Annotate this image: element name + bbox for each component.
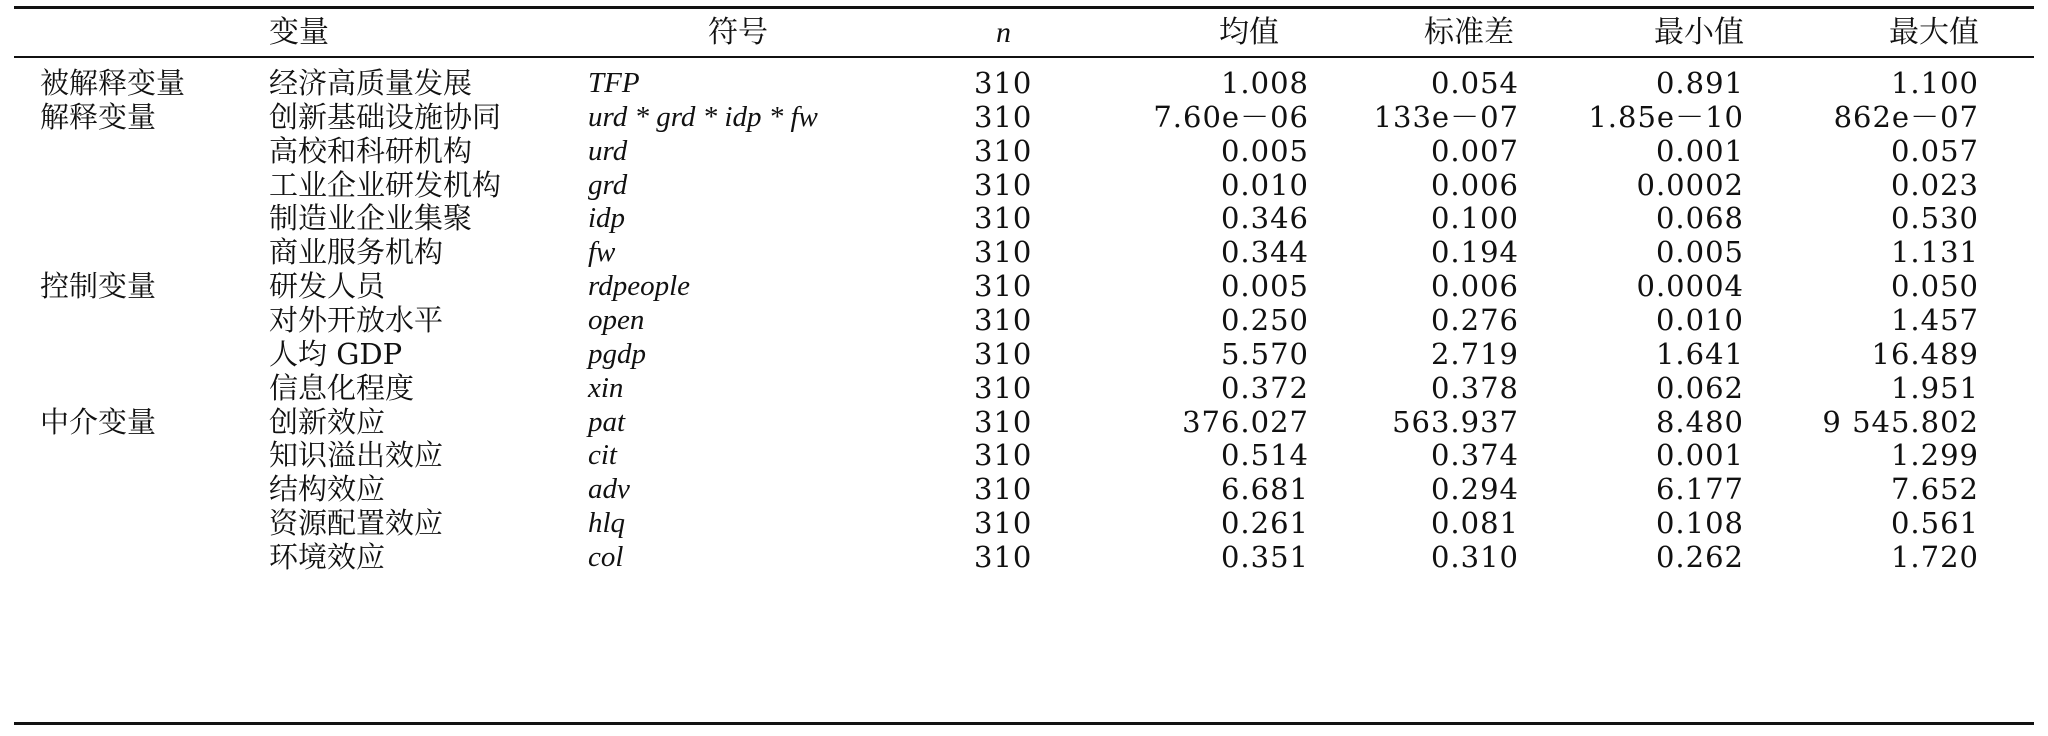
header-symbol: 符号 bbox=[708, 15, 768, 50]
header-max: 最大值 bbox=[1889, 15, 1979, 50]
max-value: 1.457 bbox=[1890, 302, 1979, 337]
variable-name: 创新基础设施协同 bbox=[269, 99, 502, 134]
mean-value: 0.005 bbox=[1220, 133, 1309, 168]
mean-value: 0.250 bbox=[1220, 302, 1309, 337]
symbol: adv bbox=[588, 473, 630, 506]
header-n: n bbox=[996, 16, 1011, 49]
n-value: 310 bbox=[974, 66, 1033, 100]
header-sd: 标准差 bbox=[1424, 15, 1514, 50]
min-value: 0.005 bbox=[1655, 235, 1744, 270]
min-value: 1.641 bbox=[1655, 336, 1744, 371]
min-value: 0.262 bbox=[1655, 539, 1744, 574]
header-variable: 变量 bbox=[269, 15, 329, 50]
n-value: 310 bbox=[974, 370, 1033, 405]
variable-name: 高校和科研机构 bbox=[269, 133, 473, 168]
max-value: 0.023 bbox=[1890, 167, 1979, 202]
n-value: 310 bbox=[974, 336, 1033, 371]
symbol: open bbox=[588, 303, 645, 336]
sd-value: 0.374 bbox=[1430, 438, 1519, 473]
n-value: 310 bbox=[974, 438, 1033, 473]
min-value: 1.85e－10 bbox=[1588, 99, 1744, 134]
max-value: 1.720 bbox=[1890, 539, 1979, 574]
variable-name: 工业企业研发机构 bbox=[269, 167, 502, 202]
n-value: 310 bbox=[974, 302, 1033, 337]
n-value: 310 bbox=[974, 99, 1033, 134]
n-value: 310 bbox=[974, 539, 1033, 574]
variable-name: 对外开放水平 bbox=[269, 302, 444, 337]
max-value: 0.561 bbox=[1890, 506, 1979, 541]
sd-value: 0.378 bbox=[1430, 370, 1519, 405]
n-value: 310 bbox=[974, 269, 1033, 304]
max-value: 16.489 bbox=[1871, 336, 1979, 371]
mean-value: 5.570 bbox=[1220, 336, 1309, 371]
variable-name: 知识溢出效应 bbox=[269, 438, 444, 473]
group-label: 被解释变量 bbox=[40, 66, 186, 100]
mean-value: 0.372 bbox=[1220, 370, 1309, 405]
mean-value: 0.010 bbox=[1220, 167, 1309, 202]
max-value: 1.951 bbox=[1890, 370, 1979, 405]
mean-value: 0.005 bbox=[1220, 269, 1309, 304]
mean-value: 0.344 bbox=[1220, 235, 1309, 270]
group-label: 中介变量 bbox=[40, 404, 157, 439]
group-label: 解释变量 bbox=[40, 99, 157, 134]
sd-value: 0.006 bbox=[1430, 269, 1519, 304]
min-value: 8.480 bbox=[1655, 404, 1744, 439]
min-value: 0.001 bbox=[1655, 133, 1744, 168]
table-header bbox=[14, 9, 2034, 53]
variable-name: 资源配置效应 bbox=[269, 506, 444, 541]
min-value: 0.010 bbox=[1655, 302, 1744, 337]
variable-name: 人均 GDP bbox=[269, 336, 403, 371]
max-value: 0.530 bbox=[1890, 201, 1979, 236]
symbol: cit bbox=[588, 439, 617, 472]
max-value: 1.299 bbox=[1890, 438, 1979, 473]
variable-name: 研发人员 bbox=[269, 269, 386, 304]
table-row bbox=[14, 535, 2034, 579]
variable-name: 结构效应 bbox=[269, 472, 386, 507]
variable-name: 制造业企业集聚 bbox=[269, 201, 473, 236]
max-value: 9 545.802 bbox=[1822, 404, 1979, 439]
sd-value: 2.719 bbox=[1430, 336, 1519, 371]
min-value: 0.0002 bbox=[1636, 167, 1744, 202]
symbol: TFP bbox=[588, 67, 640, 99]
header-min: 最小值 bbox=[1654, 15, 1744, 50]
sd-value: 0.294 bbox=[1430, 472, 1519, 507]
sd-value: 0.054 bbox=[1430, 66, 1519, 100]
n-value: 310 bbox=[974, 404, 1033, 439]
sd-value: 563.937 bbox=[1392, 404, 1519, 439]
group-label: 控制变量 bbox=[40, 269, 157, 304]
variable-name: 经济高质量发展 bbox=[269, 66, 473, 100]
bottom-rule bbox=[14, 722, 2034, 725]
n-value: 310 bbox=[974, 472, 1033, 507]
sd-value: 0.194 bbox=[1430, 235, 1519, 270]
variable-name: 环境效应 bbox=[269, 539, 386, 574]
max-value: 7.652 bbox=[1890, 472, 1979, 507]
sd-value: 0.006 bbox=[1430, 167, 1519, 202]
sd-value: 0.100 bbox=[1430, 201, 1519, 236]
header-mean: 均值 bbox=[1219, 15, 1279, 50]
max-value: 0.057 bbox=[1890, 133, 1979, 168]
min-value: 0.001 bbox=[1655, 438, 1744, 473]
header-rule bbox=[14, 56, 2034, 58]
symbol: xin bbox=[588, 371, 624, 404]
n-value: 310 bbox=[974, 235, 1033, 270]
sd-value: 0.310 bbox=[1430, 539, 1519, 574]
symbol: pgdp bbox=[588, 337, 646, 370]
symbol: idp bbox=[588, 202, 626, 235]
mean-value: 0.346 bbox=[1220, 201, 1309, 236]
min-value: 6.177 bbox=[1655, 472, 1744, 507]
mean-value: 376.027 bbox=[1182, 404, 1309, 439]
min-value: 0.068 bbox=[1655, 201, 1744, 236]
variable-name: 创新效应 bbox=[269, 404, 386, 439]
min-value: 0.891 bbox=[1655, 66, 1744, 100]
mean-value: 7.60e－06 bbox=[1153, 99, 1309, 134]
symbol: grd bbox=[588, 168, 628, 201]
sd-value: 0.081 bbox=[1430, 506, 1519, 541]
min-value: 0.108 bbox=[1655, 506, 1744, 541]
symbol: hlq bbox=[588, 507, 626, 540]
variable-name: 信息化程度 bbox=[269, 370, 415, 405]
max-value: 1.100 bbox=[1890, 66, 1979, 100]
n-value: 310 bbox=[974, 133, 1033, 168]
min-value: 0.0004 bbox=[1636, 269, 1744, 304]
max-value: 1.131 bbox=[1890, 235, 1979, 270]
mean-value: 6.681 bbox=[1220, 472, 1309, 507]
symbol: rdpeople bbox=[588, 270, 691, 303]
symbol: urd bbox=[588, 134, 628, 167]
symbol: urd * grd * idp * fw bbox=[588, 100, 818, 133]
n-value: 310 bbox=[974, 506, 1033, 541]
max-value: 0.050 bbox=[1890, 269, 1979, 304]
max-value: 862e－07 bbox=[1833, 99, 1979, 134]
sd-value: 133e－07 bbox=[1373, 99, 1519, 134]
mean-value: 0.261 bbox=[1220, 506, 1309, 541]
symbol: fw bbox=[588, 236, 616, 269]
mean-value: 0.514 bbox=[1220, 438, 1309, 473]
mean-value: 1.008 bbox=[1220, 66, 1309, 100]
mean-value: 0.351 bbox=[1220, 539, 1309, 574]
symbol: col bbox=[588, 540, 624, 573]
n-value: 310 bbox=[974, 201, 1033, 236]
sd-value: 0.007 bbox=[1430, 133, 1519, 168]
variable-name: 商业服务机构 bbox=[269, 235, 444, 270]
n-value: 310 bbox=[974, 167, 1033, 202]
min-value: 0.062 bbox=[1655, 370, 1744, 405]
symbol: pat bbox=[588, 405, 626, 438]
sd-value: 0.276 bbox=[1430, 302, 1519, 337]
